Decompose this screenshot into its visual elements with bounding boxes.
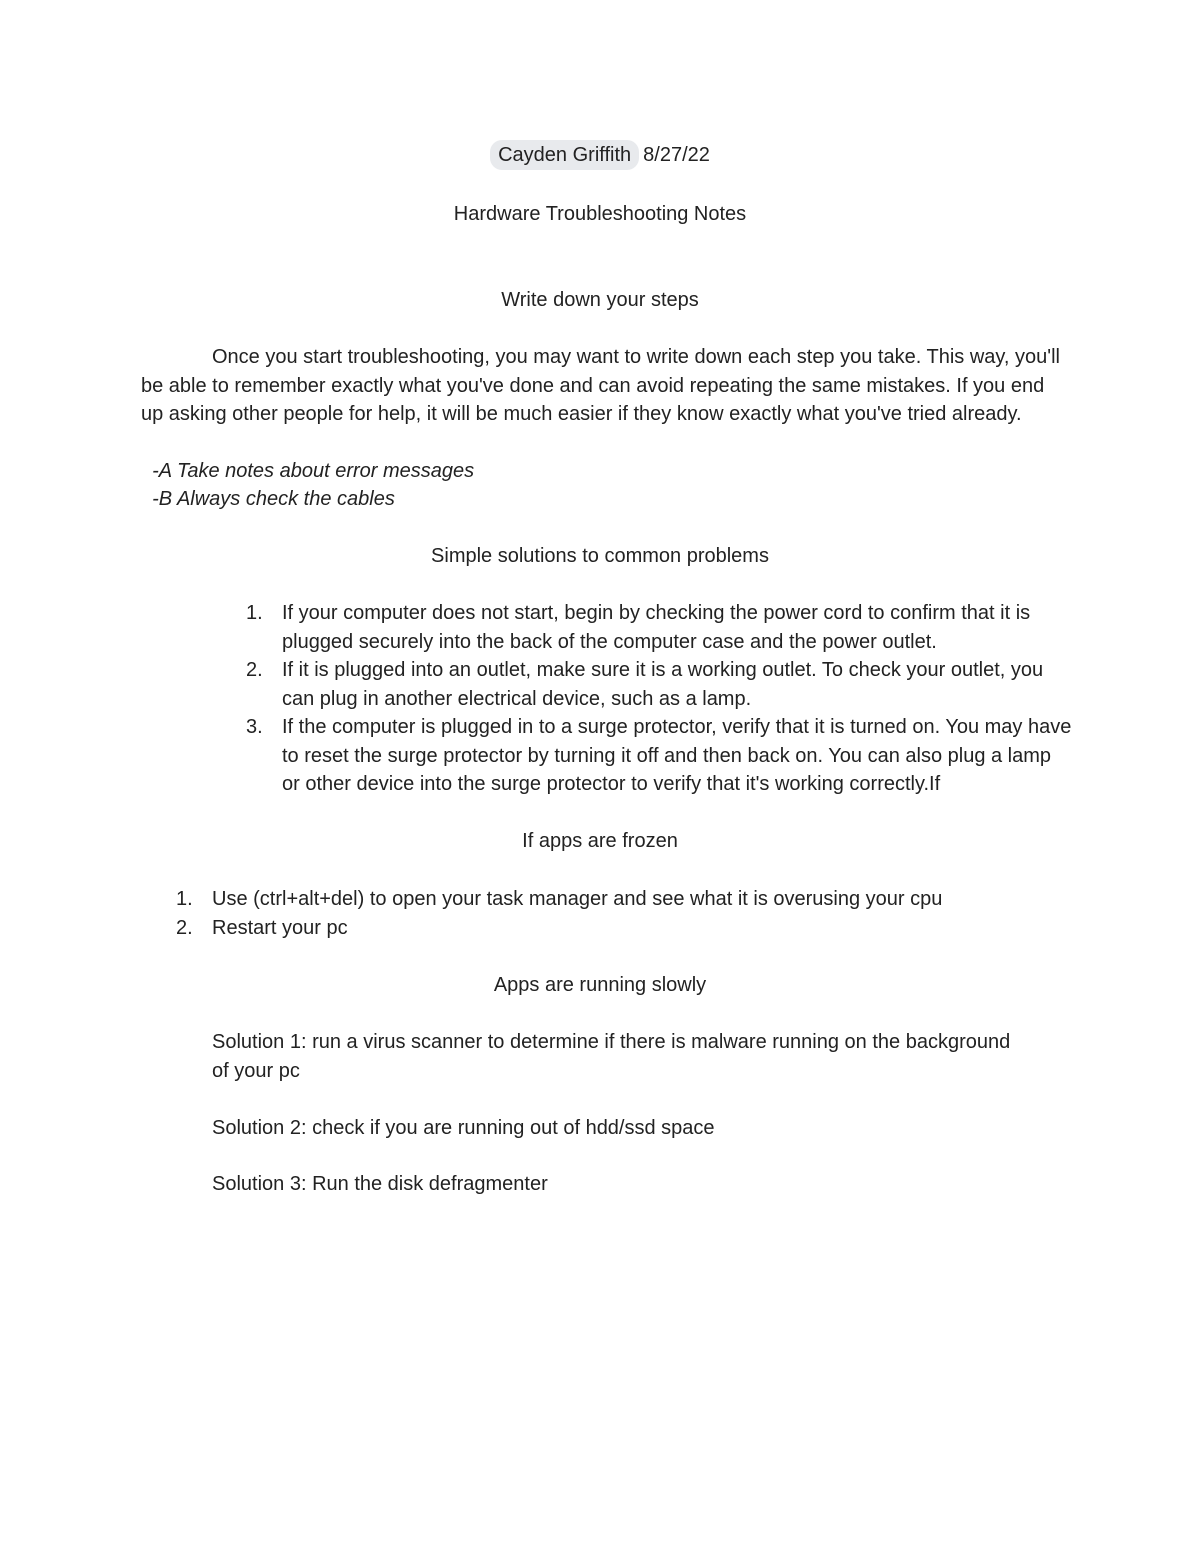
list-item bbox=[246, 656, 1072, 713]
note-bullet-b-text: -B Always check the cables bbox=[152, 488, 395, 510]
author-chip[interactable]: Cayden Griffith bbox=[490, 140, 639, 170]
note-bullet-a bbox=[141, 457, 474, 486]
steps-paragraph bbox=[141, 343, 1061, 429]
list-item bbox=[176, 885, 1062, 914]
list-item-text: If the computer is plugged in to a surge protector, verify that it is turned on. You may have to reset the surge protector by turning it off and then back on. You can also plug a lamp or other device into the surge protector to verify that it's working correctly.If bbox=[282, 716, 1072, 795]
list-item-number: 2. bbox=[176, 916, 193, 939]
solution-1: Solution 1: run a virus scanner to determine if there is malware running on the background of your pc bbox=[212, 1031, 1011, 1082]
solution-3: Solution 3: Run the disk defragmenter bbox=[212, 1173, 548, 1195]
list-item bbox=[176, 914, 1062, 943]
document-title: Hardware Troubleshooting Notes bbox=[453, 203, 747, 225]
section-heading-slow: Apps are running slowly bbox=[493, 974, 707, 996]
section-heading-frozen: If apps are frozen bbox=[522, 830, 678, 852]
list-item-text: If it is plugged into an outlet, make sure it is a working outlet. To check your outlet, you can plug in another electrical device, such as a lamp. bbox=[282, 659, 1044, 710]
list-item-text: Use (ctrl+alt+del) to open your task manager and see what it is overusing your cpu bbox=[212, 888, 943, 910]
list-item-text: If your computer does not start, begin by checking the power cord to confirm that it is plugged securely into the back of the computer case and the power outlet. bbox=[282, 602, 1031, 653]
steps-paragraph-text: Once you start troubleshooting, you may want to write down each step you take. This way, you'll be able to remember exactly what you've done and can avoid repeating the same mistakes. If you end up asking other people for help, it will be much easier if they know exactly what you've tried already. bbox=[141, 346, 1060, 425]
list-item-number: 3. bbox=[246, 716, 263, 738]
list-item-number: 2. bbox=[246, 659, 263, 681]
solutions-list bbox=[246, 599, 1072, 799]
list-item-number: 1. bbox=[246, 602, 263, 624]
document-header bbox=[0, 140, 1200, 170]
note-bullet-b bbox=[141, 485, 395, 514]
list-item-text: Restart your pc bbox=[212, 916, 348, 939]
note-bullet-a-text: -A Take notes about error messages bbox=[152, 460, 475, 482]
document-date: 8/27/22 bbox=[643, 144, 710, 166]
list-item bbox=[246, 713, 1072, 799]
frozen-apps-list bbox=[176, 885, 1062, 942]
solution-2: Solution 2: check if you are running out of hdd/ssd space bbox=[212, 1117, 715, 1139]
list-item bbox=[246, 599, 1072, 656]
section-heading-steps: Write down your steps bbox=[501, 289, 699, 311]
section-heading-solutions: Simple solutions to common problems bbox=[431, 545, 769, 567]
list-item-number: 1. bbox=[176, 888, 193, 910]
